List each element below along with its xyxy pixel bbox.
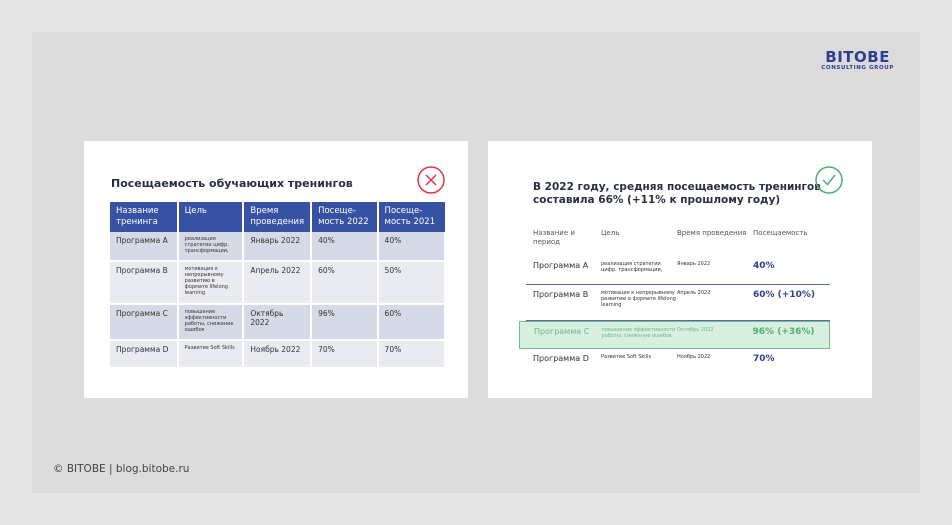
cell: мотивация к непрерывному развитию в формате lifelong learning: [178, 261, 244, 304]
table-row: [110, 232, 445, 261]
cell: Программа A: [533, 261, 589, 270]
table-header-row: [110, 202, 445, 232]
cell: реализация стратегии цифр. трансформации,: [178, 232, 244, 261]
table-header-row: [526, 229, 830, 256]
cell: Развитие Soft Skills: [178, 340, 244, 368]
cell: 70%: [753, 354, 775, 364]
table-row: [526, 256, 830, 285]
cell: Программа C: [110, 304, 178, 340]
cell: 50%: [378, 261, 445, 304]
cell: Программа B: [110, 261, 178, 304]
cell: Развитие Soft Skills: [601, 354, 652, 360]
col-header: Время проведения: [677, 229, 747, 237]
cell: 96% (+36%): [752, 327, 815, 337]
cell: повышение эффективности работы, снижение ошибок: [178, 304, 244, 340]
cell: Программа B: [533, 290, 589, 299]
left-table: [110, 202, 446, 369]
left-title: Посещаемость обучающих тренингов: [111, 177, 353, 190]
cell: 40%: [311, 232, 377, 261]
col-header: Цель: [178, 202, 244, 232]
cell: 60%: [311, 261, 377, 304]
cell: 96%: [311, 304, 377, 340]
cell: реализация стратегии цифр. трансформации,: [601, 261, 663, 273]
right-title: В 2022 году, средняя посещаемость тренингов составила 66% (+11% к прошлому году): [533, 181, 821, 206]
col-header: Посещаемость: [753, 229, 808, 237]
bitobe-logo: [821, 50, 894, 71]
cell: Программа D: [110, 340, 178, 368]
cell: повышение эффективности работы, снижение ошибок: [601, 327, 676, 339]
col-header: Посеще-мость 2021: [378, 202, 445, 232]
table-row: [526, 285, 830, 321]
cell: 40%: [378, 232, 445, 261]
cell: Январь 2022: [677, 261, 711, 267]
cross-circle-icon: [416, 165, 446, 195]
check-circle-icon: [814, 165, 844, 195]
footer-credit: © BITOBE | blog.bitobe.ru: [53, 463, 190, 475]
cell: Программа A: [110, 232, 178, 261]
table-row-highlighted: [519, 321, 830, 349]
logo-name: BITOBE: [825, 48, 890, 66]
table-row: [110, 340, 445, 368]
cell: Октябрь 2022: [243, 304, 311, 340]
right-table: [526, 229, 830, 378]
col-header: Цель: [601, 229, 620, 237]
cell: 40%: [753, 261, 775, 271]
col-header: Название тренинга: [110, 202, 178, 232]
cell: Программа C: [534, 327, 590, 336]
table-row: [526, 349, 830, 378]
table-row: [110, 261, 445, 304]
cell: Программа D: [533, 354, 589, 363]
bad-example-panel: [84, 141, 468, 398]
col-header: Время проведения: [243, 202, 311, 232]
good-example-panel: [488, 141, 872, 398]
cell: 60%: [378, 304, 445, 340]
cell: мотивация к непрерывному развитию в формате lifelong learning: [601, 290, 676, 308]
col-header: Посеще-мость 2022: [311, 202, 377, 232]
cell: 70%: [311, 340, 377, 368]
cell: Апрель 2022: [677, 290, 711, 296]
cell: Ноябрь 2022: [243, 340, 311, 368]
cell: Октябрь 2022: [677, 327, 714, 333]
cell: Ноябрь 2022: [677, 354, 711, 360]
cell: 60% (+10%): [753, 290, 815, 300]
col-header: Название и период: [533, 229, 575, 246]
cell: 70%: [378, 340, 445, 368]
cell: Январь 2022: [243, 232, 311, 261]
cell: Апрель 2022: [243, 261, 311, 304]
logo-subtitle: CONSULTING GROUP: [821, 65, 894, 71]
table-row: [110, 304, 445, 340]
